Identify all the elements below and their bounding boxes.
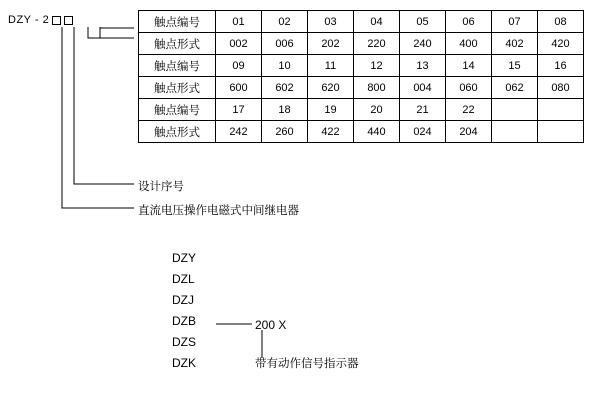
table-cell: 17 (216, 99, 262, 121)
table-cell: 01 (216, 11, 262, 33)
code-200-label: 200 X (255, 318, 287, 332)
table-row (139, 121, 584, 143)
table-cell: 09 (216, 55, 262, 77)
table-cell: 080 (538, 77, 584, 99)
table-cell: 07 (492, 11, 538, 33)
contact-table-wrap (138, 10, 584, 143)
table-row (139, 11, 584, 33)
table-cell: 08 (538, 11, 584, 33)
list-item: DZB (172, 314, 196, 328)
contact-table (138, 10, 584, 143)
table-cell (492, 99, 538, 121)
table-cell: 202 (308, 33, 354, 55)
table-cell: 602 (262, 77, 308, 99)
table-cell: 260 (262, 121, 308, 143)
table-cell: 11 (308, 55, 354, 77)
table-cell: 402 (492, 33, 538, 55)
table-row (139, 99, 584, 121)
table-cell: 420 (538, 33, 584, 55)
table-cell: 220 (354, 33, 400, 55)
row-header: 触点形式 (139, 121, 216, 143)
row-header: 触点编号 (139, 11, 216, 33)
table-row (139, 55, 584, 77)
table-row (139, 77, 584, 99)
table-cell (538, 121, 584, 143)
table-cell: 14 (446, 55, 492, 77)
table-cell: 800 (354, 77, 400, 99)
table-cell (538, 99, 584, 121)
table-cell: 240 (400, 33, 446, 55)
table-cell: 22 (446, 99, 492, 121)
list-item: DZS (172, 335, 196, 349)
table-cell: 060 (446, 77, 492, 99)
model-code-box-1 (52, 16, 61, 25)
model-code-text: DZY - 2 (8, 14, 50, 26)
table-cell: 21 (400, 99, 446, 121)
table-cell: 400 (446, 33, 492, 55)
table-cell: 19 (308, 99, 354, 121)
list-item: DZK (172, 356, 196, 370)
annotation-design-sequence: 设计序号 (138, 181, 184, 193)
table-cell: 242 (216, 121, 262, 143)
table-cell: 06 (446, 11, 492, 33)
table-cell: 006 (262, 33, 308, 55)
model-code-box-2 (64, 16, 73, 25)
table-cell (492, 121, 538, 143)
table-cell: 002 (216, 33, 262, 55)
table-cell: 15 (492, 55, 538, 77)
table-cell: 02 (262, 11, 308, 33)
table-cell: 18 (262, 99, 308, 121)
annotation-indicator-note: 带有动作信号指示器 (255, 358, 359, 370)
list-item: DZJ (172, 293, 194, 307)
table-row (139, 33, 584, 55)
table-cell: 13 (400, 55, 446, 77)
series-list (172, 248, 196, 374)
table-cell: 04 (354, 11, 400, 33)
table-cell: 16 (538, 55, 584, 77)
row-header: 触点形式 (139, 77, 216, 99)
table-cell: 03 (308, 11, 354, 33)
table-cell: 422 (308, 121, 354, 143)
table-cell: 05 (400, 11, 446, 33)
model-code-label (8, 14, 73, 26)
table-cell: 062 (492, 77, 538, 99)
table-cell: 20 (354, 99, 400, 121)
table-cell: 600 (216, 77, 262, 99)
table-cell: 440 (354, 121, 400, 143)
annotation-relay-description: 直流电压操作电磁式中间继电器 (138, 205, 299, 217)
list-item: DZL (172, 272, 195, 286)
table-cell: 004 (400, 77, 446, 99)
table-cell: 12 (354, 55, 400, 77)
table-cell: 620 (308, 77, 354, 99)
list-item: DZY (172, 251, 196, 265)
table-cell: 10 (262, 55, 308, 77)
row-header: 触点编号 (139, 99, 216, 121)
table-cell: 024 (400, 121, 446, 143)
row-header: 触点编号 (139, 55, 216, 77)
table-cell: 204 (446, 121, 492, 143)
row-header: 触点形式 (139, 33, 216, 55)
